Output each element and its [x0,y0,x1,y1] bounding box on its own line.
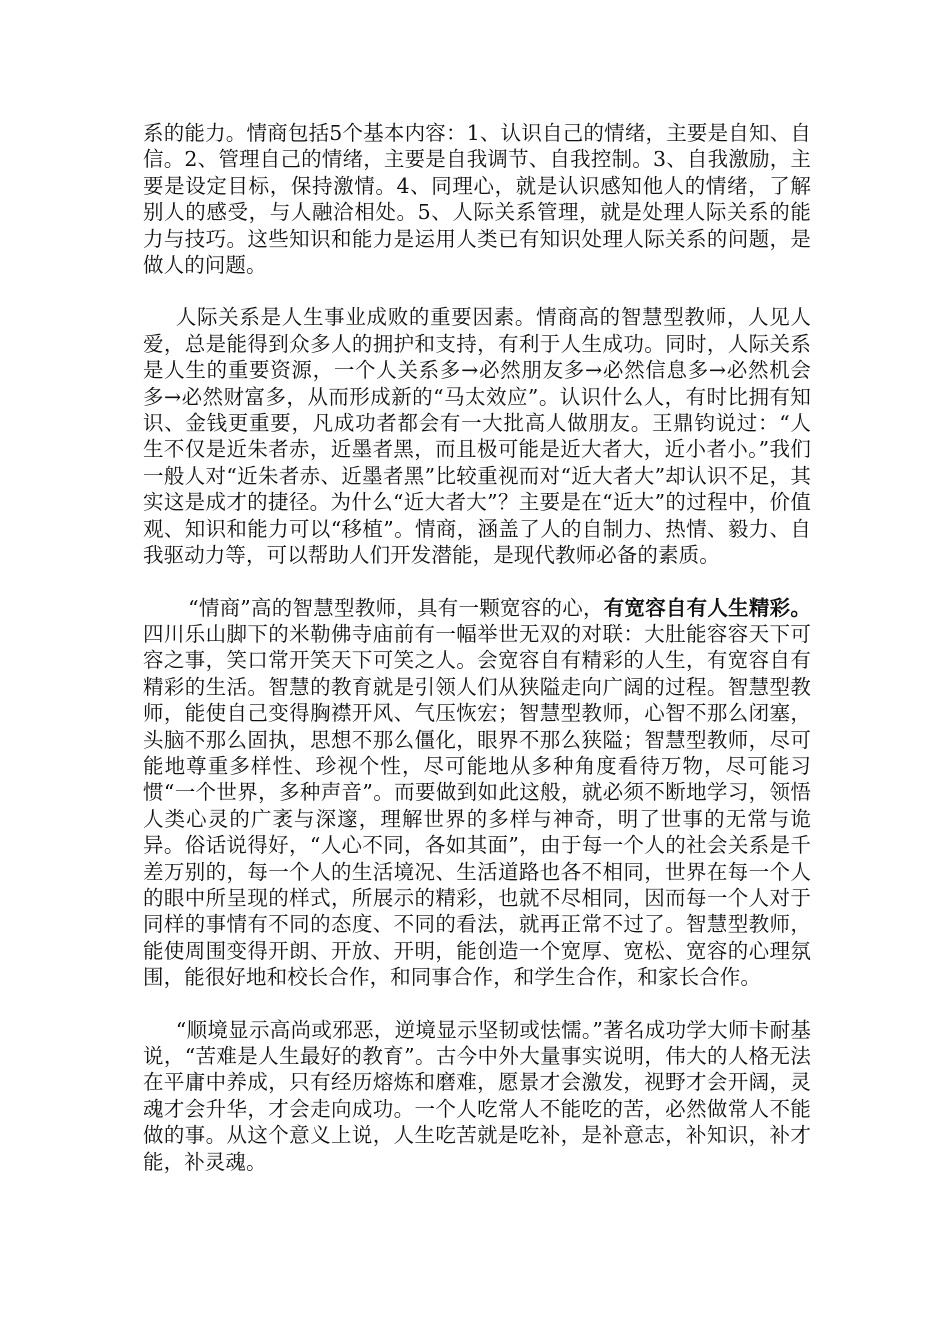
tolerance-lead-text: “情商”高的智慧型教师，具有一颗宽容的心， [188,595,604,620]
paragraph-adversity: “顺境显示高尚或邪恶，逆境显示坚韧或怯懦。”著名成功学大师卡耐基说，“苦难是人生最好的教育”。古今中外大量事实说明，伟大的人格无法在平庸中养成，只有经历熔炼和磨难，愿景才会激发，视野才会开阔，灵魂才会升华，才会走向成功。一个人吃常人不能吃的苦，必然做常人不能做的事。从这个意义上说，人生吃苦就是吃补，是补意志，补知识，补才能，补灵魂。 [143,1017,811,1174]
tolerance-rest-text: 四川乐山脚下的米勒佛寺庙前有一幅举世无双的对联：大肚能容容天下可容之事，笑口常开笑天下可笑之人。会宽容自有精彩的人生，有宽容自有精彩的生活。智慧的教育就是引领人们从狭隘走向广阔的过程。智慧型教师，能使自己变得胸襟开风、气压恢宏；智慧型教师，心智不那么闭塞，头脑不那么固执，思想不那么僵化，眼界不那么狭隘；智慧型教师，尽可能地尊重多样性、珍视个性，尽可能地从多种角度看待万物，尽可能习惯“一个世界，多种声音”。而要做到如此这般，就必须不断地学习，领悟人类心灵的广袤与深邃，理解世界的多样与神奇，明了世事的无常与诡异。俗话说得好，“人心不同，各如其面”，由于每一个人的社会关系是千差万别的，每一个人的生活境况、生活道路也各不相同，世界在每一个人的眼中所呈现的样式，所展示的精彩，也就不尽相同，因而每一个人对于同样的事情有不同的态度、不同的看法，就再正常不过了。智慧型教师，能使周围变得开朗、开放、开明，能创造一个宽厚、宽松、宽容的心理氛围，能很好地和校长合作，和同事合作，和学生合作，和家长合作。 [143,621,811,990]
tolerance-bold-text: 有宽容自有人生精彩。 [603,595,812,620]
paragraph-emotional-intelligence-content: 系的能力。情商包括5个基本内容：1、认识自己的情绪，主要是自知、自信。2、管理自己的情绪，主要是自我调节、自我控制。3、自我激励，主要是设定目标，保持激情。4、同理心，就是认识感知他人的情绪，了解别人的感受，与人融洽相处。5、人际关系管理，就是处理人际关系的能力与技巧。这些知识和能力是运用人类已有知识处理人际关系的问题，是做人的问题。 [143,121,811,278]
paragraph-tolerance [143,595,811,991]
paragraph-interpersonal-relations: 人际关系是人生事业成败的重要因素。情商高的智慧型教师，人见人爱，总是能得到众多人的拥护和支持，有利于人生成功。同时，人际关系是人生的重要资源，一个人关系多→必然朋友多→必然信息多→必然机会多→必然财富多，从而形成新的“马太效应”。认识什么人，有时比拥有知识、金钱更重要，凡成功者都会有一大批高人做朋友。王鼎钧说过：“人生不仅是近朱者赤，近墨者黑，而且极可能是近大者大，近小者小。”我们一般人对“近朱者赤、近墨者黑”比较重视而对“近大者大”却认识不足，其实这是成才的捷径。为什么“近大者大”？主要是在“近大”的过程中，价值观、知识和能力可以“移植”。情商，涵盖了人的自制力、热情、毅力、自我驱动力等，可以帮助人们开发潜能，是现代教师必备的素质。 [143,305,811,568]
document-body [143,120,811,1175]
